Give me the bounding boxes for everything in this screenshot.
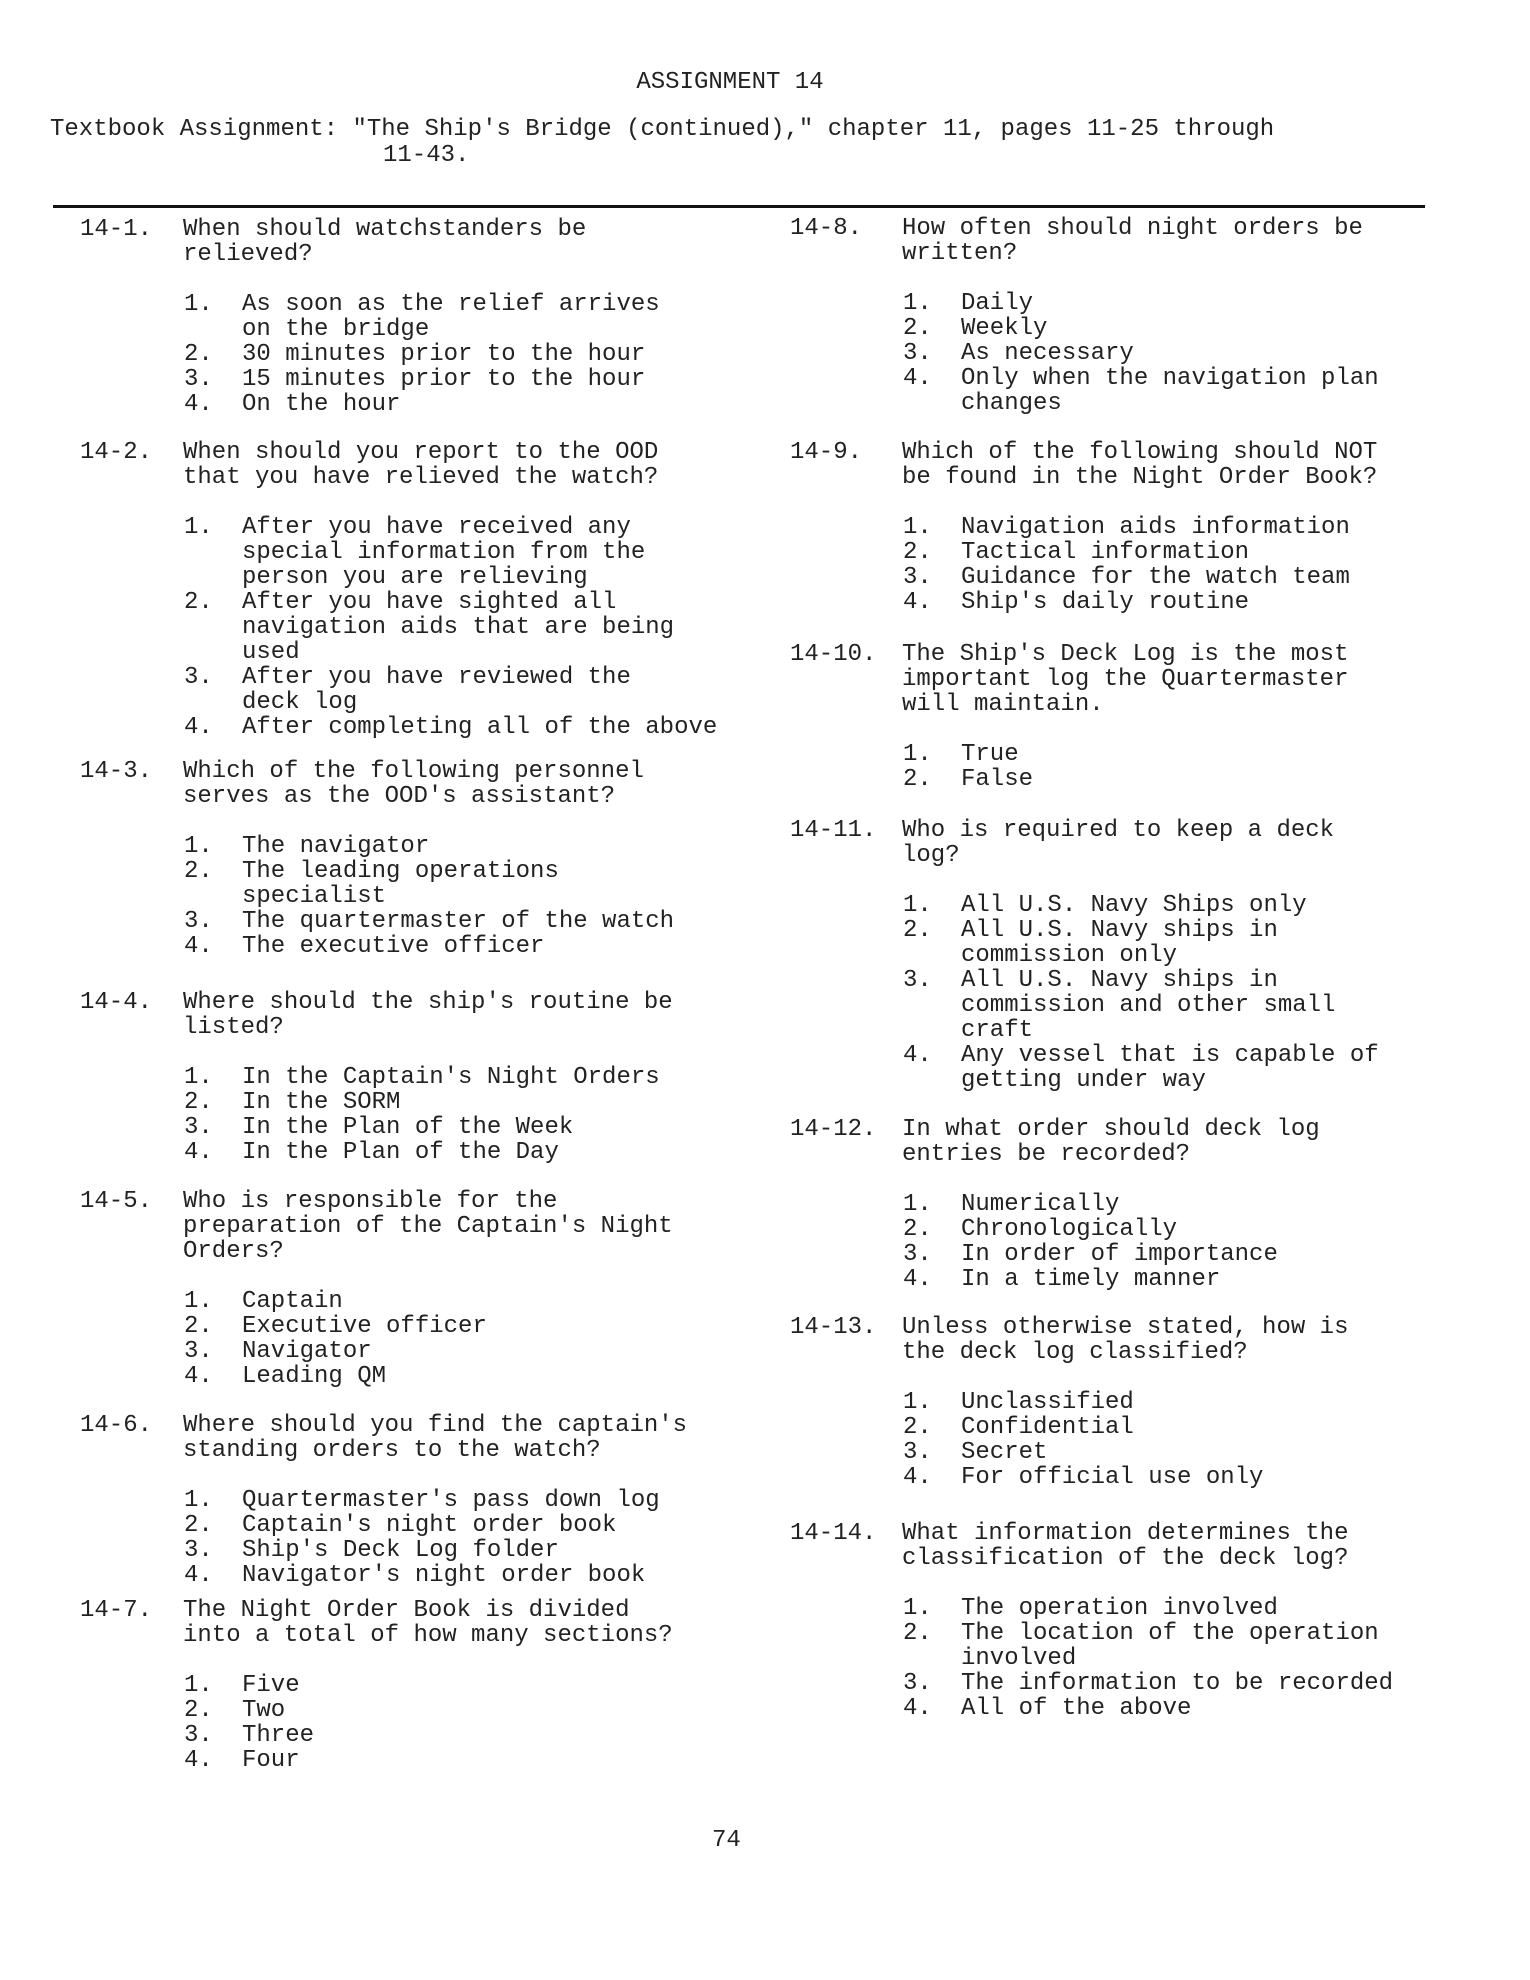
answer-option xyxy=(184,1090,660,1115)
answer-option xyxy=(903,1267,1278,1292)
option-text: Leading QM xyxy=(242,1363,387,1390)
answer-options xyxy=(184,1673,314,1773)
answer-option xyxy=(184,292,660,342)
question-number: 14-13. xyxy=(790,1314,877,1341)
answer-option xyxy=(903,1696,1393,1721)
option-number: 1. xyxy=(184,1064,213,1091)
option-text: In the Captain's Night Orders xyxy=(242,1064,660,1091)
option-text: After you have received any special information from the person you are relieving xyxy=(242,514,646,591)
option-number: 2. xyxy=(184,1697,213,1724)
answer-options xyxy=(903,1596,1393,1721)
answer-option xyxy=(184,1563,660,1588)
answer-option xyxy=(903,1043,1379,1093)
answer-option xyxy=(184,1339,487,1364)
option-text: All U.S. Navy Ships only xyxy=(961,892,1307,919)
option-number: 1. xyxy=(184,1672,213,1699)
assignment-title: ASSIGNMENT 14 xyxy=(636,69,824,96)
option-number: 2. xyxy=(903,315,932,342)
option-number: 1. xyxy=(184,1487,213,1514)
option-text: As soon as the relief arrives on the bridge xyxy=(242,291,660,343)
option-number: 4. xyxy=(184,1363,213,1390)
option-number: 2. xyxy=(184,1089,213,1116)
option-number: 1. xyxy=(184,833,213,860)
answer-options xyxy=(903,1192,1278,1292)
option-number: 1. xyxy=(903,1389,932,1416)
question-text: Where should the ship's routine be listed? xyxy=(183,989,673,1041)
option-number: 2. xyxy=(184,858,213,885)
question-text: The Night Order Book is divided into a total of how many sections? xyxy=(183,1597,673,1649)
option-number: 3. xyxy=(184,1537,213,1564)
option-text: The operation involved xyxy=(961,1595,1278,1622)
answer-option xyxy=(903,1621,1393,1671)
answer-option xyxy=(903,1671,1393,1696)
answer-option xyxy=(184,1289,487,1314)
answer-options xyxy=(903,1390,1263,1490)
answer-option xyxy=(184,392,660,417)
question-number: 14-2. xyxy=(80,439,153,466)
option-number: 4. xyxy=(184,933,213,960)
question-number: 14-6. xyxy=(80,1412,153,1439)
option-text: All U.S. Navy ships in commission only xyxy=(961,917,1278,969)
answer-option xyxy=(903,742,1033,767)
question-number: 14-8. xyxy=(790,215,863,242)
option-text: Guidance for the watch team xyxy=(961,564,1350,591)
answer-option xyxy=(184,1723,314,1748)
question-text: Unless otherwise stated, how is the deck log classified? xyxy=(902,1314,1349,1366)
option-text: After completing all of the above xyxy=(242,714,718,741)
question-text: Who is required to keep a deck log? xyxy=(902,817,1335,869)
answer-option xyxy=(903,291,1379,316)
option-text: Secret xyxy=(961,1439,1048,1466)
option-number: 3. xyxy=(184,1114,213,1141)
option-number: 1. xyxy=(903,1191,932,1218)
option-number: 4. xyxy=(903,589,932,616)
question-text: Where should you find the captain's standing orders to the watch? xyxy=(183,1412,688,1464)
answer-option xyxy=(903,893,1379,918)
answer-option xyxy=(184,934,674,959)
option-number: 4. xyxy=(184,714,213,741)
option-number: 1. xyxy=(184,514,213,541)
option-number: 3. xyxy=(903,340,932,367)
option-text: Two xyxy=(242,1697,286,1724)
option-text: True xyxy=(961,741,1019,768)
option-text: Ship's Deck Log folder xyxy=(242,1537,559,1564)
question-number: 14-11. xyxy=(790,817,877,844)
option-number: 2. xyxy=(903,1216,932,1243)
option-number: 4. xyxy=(184,391,213,418)
question-number: 14-5. xyxy=(80,1188,153,1215)
answer-option xyxy=(184,1364,487,1389)
option-text: Five xyxy=(242,1672,300,1699)
option-text: Four xyxy=(242,1747,300,1774)
answer-option xyxy=(903,341,1379,366)
answer-options xyxy=(184,1289,487,1389)
question-text: How often should night orders be written? xyxy=(902,215,1363,267)
option-text: Tactical information xyxy=(961,539,1250,566)
option-number: 1. xyxy=(184,1288,213,1315)
option-number: 3. xyxy=(184,664,213,691)
option-text: Executive officer xyxy=(242,1313,487,1340)
option-number: 3. xyxy=(903,1241,932,1268)
answer-option xyxy=(903,968,1379,1043)
option-text: Captain's night order book xyxy=(242,1512,617,1539)
option-text: The quartermaster of the watch xyxy=(242,908,675,935)
answer-option xyxy=(184,1115,660,1140)
answer-option xyxy=(903,590,1350,615)
option-text: Navigation aids information xyxy=(961,514,1350,541)
answer-option xyxy=(184,1488,660,1513)
option-number: 3. xyxy=(903,1439,932,1466)
option-text: Ship's daily routine xyxy=(961,589,1250,616)
option-text: All of the above xyxy=(961,1695,1192,1722)
option-text: Captain xyxy=(242,1288,343,1315)
option-number: 1. xyxy=(903,290,932,317)
option-number: 3. xyxy=(903,967,932,994)
question-text: The Ship's Deck Log is the most important log the Quartermaster will maintain. xyxy=(902,641,1349,718)
question-number: 14-7. xyxy=(80,1597,153,1624)
option-number: 2. xyxy=(903,917,932,944)
answer-option xyxy=(903,918,1379,968)
answer-options xyxy=(903,291,1379,416)
answer-option xyxy=(184,1065,660,1090)
option-text: False xyxy=(961,766,1034,793)
answer-option xyxy=(903,1465,1263,1490)
answer-option xyxy=(184,909,674,934)
option-number: 4. xyxy=(903,1042,932,1069)
answer-option xyxy=(903,1217,1278,1242)
option-text: 15 minutes prior to the hour xyxy=(242,366,646,393)
option-text: On the hour xyxy=(242,391,401,418)
option-number: 4. xyxy=(903,1695,932,1722)
option-number: 3. xyxy=(184,908,213,935)
answer-option xyxy=(184,859,674,909)
answer-option xyxy=(184,1314,487,1339)
option-number: 2. xyxy=(184,1512,213,1539)
question-text: Which of the following should NOT be found in the Night Order Book? xyxy=(902,439,1378,491)
option-text: In the SORM xyxy=(242,1089,401,1116)
option-text: The leading operations specialist xyxy=(242,858,559,910)
question-text: When should watchstanders be relieved? xyxy=(183,216,587,268)
question-number: 14-9. xyxy=(790,439,863,466)
question-text: Who is responsible for the preparation of the Captain's Night Orders? xyxy=(183,1188,673,1265)
option-text: In the Plan of the Day xyxy=(242,1139,559,1166)
option-number: 1. xyxy=(903,892,932,919)
answer-option xyxy=(903,565,1350,590)
option-text: Numerically xyxy=(961,1191,1120,1218)
option-text: All U.S. Navy ships in commission and other small craft xyxy=(961,967,1336,1044)
option-text: Quartermaster's pass down log xyxy=(242,1487,660,1514)
option-text: Navigator xyxy=(242,1338,372,1365)
option-number: 3. xyxy=(184,1338,213,1365)
answer-option xyxy=(184,515,717,590)
option-number: 4. xyxy=(184,1562,213,1589)
option-number: 2. xyxy=(184,1313,213,1340)
answer-options xyxy=(184,292,660,417)
answer-option xyxy=(903,316,1379,341)
option-number: 1. xyxy=(903,514,932,541)
option-text: Weekly xyxy=(961,315,1048,342)
answer-options xyxy=(184,515,717,740)
answer-options xyxy=(184,1065,660,1165)
answer-option xyxy=(903,540,1350,565)
answer-option xyxy=(184,1513,660,1538)
answer-options xyxy=(184,834,674,959)
option-text: For official use only xyxy=(961,1464,1264,1491)
option-number: 3. xyxy=(184,366,213,393)
textbook-assignment-line-2: 11-43. xyxy=(383,142,470,169)
option-number: 2. xyxy=(903,1620,932,1647)
option-number: 2. xyxy=(184,341,213,368)
option-number: 3. xyxy=(903,564,932,591)
textbook-assignment-line-1: Textbook Assignment: "The Ship's Bridge (continued)," chapter 11, pages 11-25 through xyxy=(50,116,1275,143)
answer-option xyxy=(184,590,717,665)
option-text: The information to be recorded xyxy=(961,1670,1394,1697)
question-text: Which of the following personnel serves as the OOD's assistant? xyxy=(183,758,644,810)
answer-option xyxy=(903,1242,1278,1267)
option-number: 3. xyxy=(903,1670,932,1697)
option-text: In order of importance xyxy=(961,1241,1278,1268)
question-number: 14-14. xyxy=(790,1520,877,1547)
answer-options xyxy=(903,742,1033,792)
answer-option xyxy=(903,1390,1263,1415)
answer-option xyxy=(903,366,1379,416)
answer-option xyxy=(184,342,660,367)
option-text: Navigator's night order book xyxy=(242,1562,646,1589)
answer-option xyxy=(903,767,1033,792)
answer-options xyxy=(903,893,1379,1093)
divider-rule xyxy=(53,205,1425,208)
answer-option xyxy=(903,515,1350,540)
option-text: After you have sighted all navigation aids that are being used xyxy=(242,589,675,666)
answer-option xyxy=(184,665,717,715)
option-number: 4. xyxy=(184,1747,213,1774)
option-text: After you have reviewed the deck log xyxy=(242,664,631,716)
question-number: 14-1. xyxy=(80,216,153,243)
option-text: 30 minutes prior to the hour xyxy=(242,341,646,368)
option-text: The navigator xyxy=(242,833,430,860)
option-text: The executive officer xyxy=(242,933,545,960)
answer-option xyxy=(184,1140,660,1165)
option-text: The location of the operation involved xyxy=(961,1620,1379,1672)
option-number: 2. xyxy=(184,589,213,616)
option-number: 1. xyxy=(184,291,213,318)
option-number: 4. xyxy=(184,1139,213,1166)
option-text: As necessary xyxy=(961,340,1134,367)
option-text: In a timely manner xyxy=(961,1266,1221,1293)
answer-option xyxy=(184,367,660,392)
answer-option xyxy=(184,1748,314,1773)
question-number: 14-3. xyxy=(80,758,153,785)
question-number: 14-12. xyxy=(790,1116,877,1143)
option-number: 2. xyxy=(903,1414,932,1441)
option-number: 3. xyxy=(184,1722,213,1749)
answer-option xyxy=(903,1596,1393,1621)
option-text: Confidential xyxy=(961,1414,1134,1441)
option-text: Only when the navigation plan changes xyxy=(961,365,1379,417)
answer-option xyxy=(184,1698,314,1723)
option-number: 1. xyxy=(903,741,932,768)
option-text: Three xyxy=(242,1722,315,1749)
answer-option xyxy=(184,1538,660,1563)
answer-option xyxy=(903,1415,1263,1440)
option-number: 1. xyxy=(903,1595,932,1622)
option-number: 2. xyxy=(903,539,932,566)
question-text: In what order should deck log entries be recorded? xyxy=(902,1116,1320,1168)
option-text: Chronologically xyxy=(961,1216,1178,1243)
answer-option xyxy=(903,1440,1263,1465)
option-text: Any vessel that is capable of getting under way xyxy=(961,1042,1379,1094)
option-text: Daily xyxy=(961,290,1034,317)
option-number: 4. xyxy=(903,365,932,392)
option-number: 2. xyxy=(903,766,932,793)
question-number: 14-4. xyxy=(80,989,153,1016)
answer-options xyxy=(184,1488,660,1588)
answer-option xyxy=(903,1192,1278,1217)
option-text: In the Plan of the Week xyxy=(242,1114,574,1141)
answer-options xyxy=(903,515,1350,615)
question-text: When should you report to the OOD that you have relieved the watch? xyxy=(183,439,659,491)
page-number: 74 xyxy=(712,1827,741,1854)
option-text: Unclassified xyxy=(961,1389,1134,1416)
answer-option xyxy=(184,1673,314,1698)
option-number: 4. xyxy=(903,1464,932,1491)
answer-option xyxy=(184,715,717,740)
answer-option xyxy=(184,834,674,859)
option-number: 4. xyxy=(903,1266,932,1293)
question-number: 14-10. xyxy=(790,641,877,668)
question-text: What information determines the classification of the deck log? xyxy=(902,1520,1349,1572)
